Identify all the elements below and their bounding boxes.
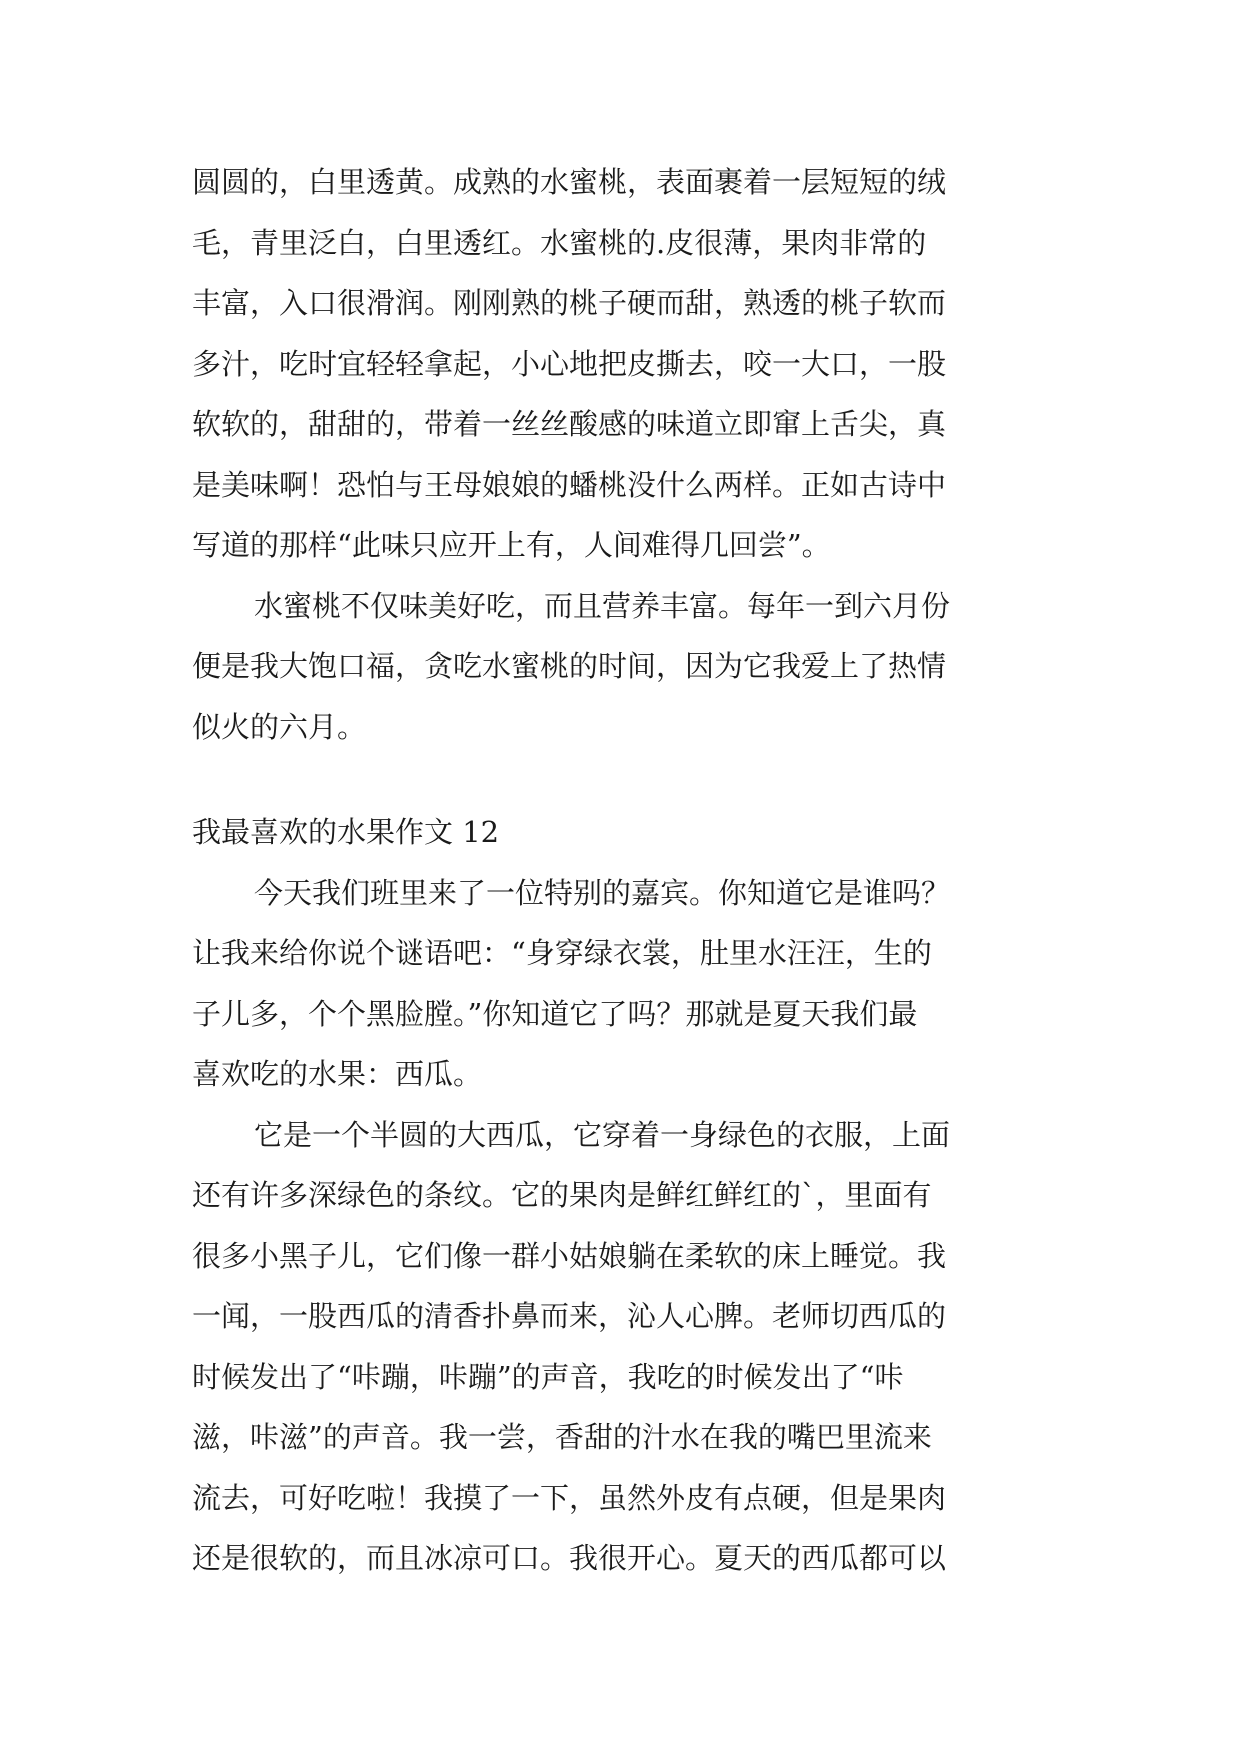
essay-title: 我最喜欢的水果作文 12 [192,815,500,849]
document-page [192,152,1054,1589]
text-line: 一闻，一股西瓜的清香扑鼻而来，沁人心脾。老师切西瓜的 [192,1299,947,1333]
text-line: 很多小黑子儿，它们像一群小姑娘躺在柔软的床上睡觉。我 [192,1238,947,1273]
text-line: 还有许多深绿色的条纹。它的果肉是鲜红鲜红的`，里面有 [192,1178,932,1212]
text-line: 它是一个半圆的大西瓜，它穿着一身绿色的衣服，上面 [254,1117,951,1152]
text-line: 让我来给你说个谜语吧：“身穿绿衣裳，肚里水汪汪，生的 [192,936,932,970]
paragraph-watermelon-riddle [192,863,1054,1105]
text-line: 软软的，甜甜的，带着一丝丝酸感的味道立即窜上舌尖，真 [192,407,947,441]
text-line: 时候发出了“咔蹦，咔蹦”的声音，我吃的时候发出了“咔 [192,1359,904,1394]
text-line: 圆圆的，白里透黄。成熟的水蜜桃，表面裹着一层短短的绒 [192,165,947,199]
text-line: 还是很软的，而且冰凉可口。我很开心。夏天的西瓜都可以 [192,1541,947,1575]
text-line: 今天我们班里来了一位特别的嘉宾。你知道它是谁吗？ [254,875,951,910]
paragraph-peach-nutrition [192,576,1054,758]
text-line: 便是我大饱口福，贪吃水蜜桃的时间，因为它我爱上了热情 [192,649,947,683]
section-gap [192,757,1054,802]
text-line: 子儿多，个个黑脸膛。”你知道它了吗？那就是夏天我们最 [192,996,918,1031]
text-line: 流去，可好吃啦！我摸了一下，虽然外皮有点硬，但是果肉 [192,1480,947,1515]
text-line: 喜欢吃的水果：西瓜。 [192,1057,483,1091]
text-line: 多汁，吃时宜轻轻拿起，小心地把皮撕去，咬一大口，一股 [192,346,947,381]
text-line: 似火的六月。 [192,709,367,744]
text-line: 写道的那样“此味只应开上有，人间难得几回尝”。 [192,528,831,562]
paragraph-watermelon-description [192,1105,1054,1589]
text-line: 滋，咔滋”的声音。我一尝，香甜的汁水在我的嘴巴里流来 [192,1420,932,1454]
text-line: 水蜜桃不仅味美好吃，而且营养丰富。每年一到六月份 [254,588,951,623]
text-line: 是美味啊！恐怕与王母娘娘的蟠桃没什么两样。正如古诗中 [192,467,947,502]
paragraph-peach-description [192,152,1054,576]
text-line: 毛，青里泛白，白里透红。水蜜桃的.皮很薄，果肉非常的 [192,225,927,260]
text-line: 丰富，入口很滑润。刚刚熟的桃子硬而甜，熟透的桃子软而 [192,286,947,320]
